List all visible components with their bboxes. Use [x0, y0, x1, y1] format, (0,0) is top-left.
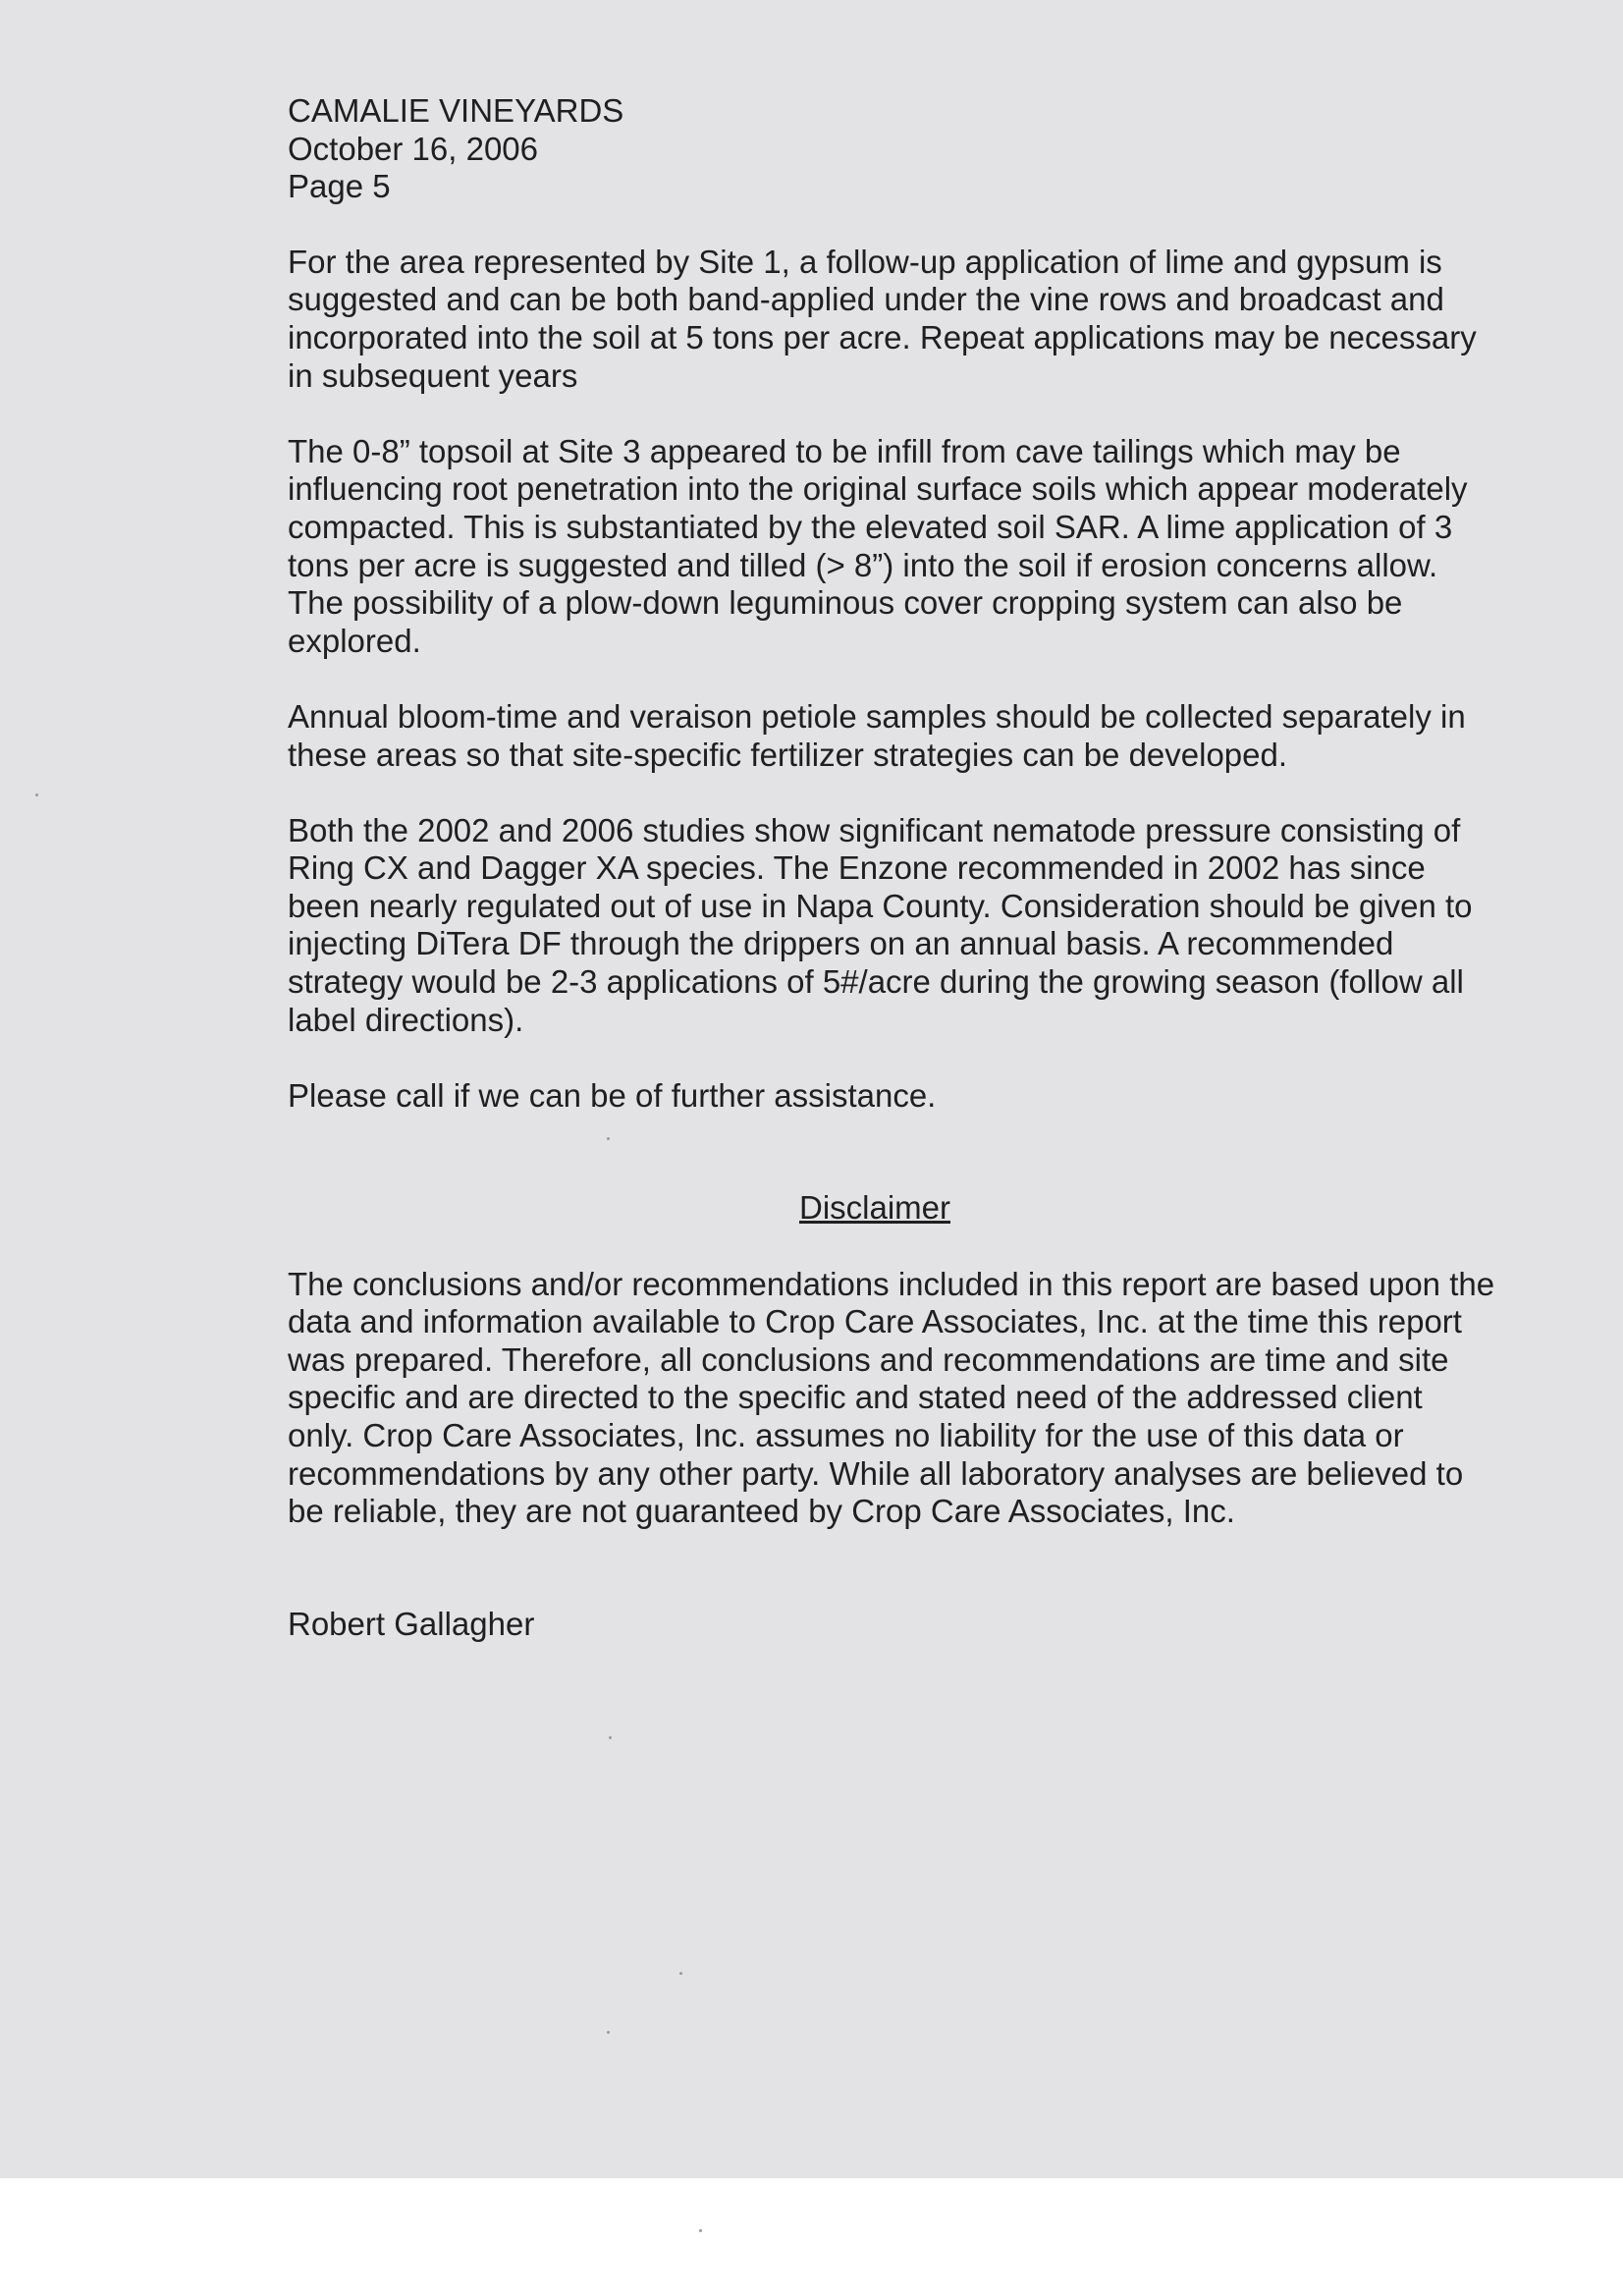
- letter-header: [288, 92, 1495, 206]
- page-number: Page 5: [288, 168, 391, 205]
- scan-speck: [35, 793, 38, 796]
- letter-date: October 16, 2006: [288, 130, 539, 167]
- scan-speck: [609, 1736, 612, 1739]
- letter-content: [288, 92, 1495, 1643]
- paragraph-petiole-samples: Annual bloom-time and veraison petiole samples should be collected separately in these areas so that site-specific fertilizer strategies can be developed.: [288, 697, 1466, 773]
- disclaimer-text: The conclusions and/or recommendations included in this report are based upon the data and information available to Crop Care Associates, Inc. at the time this report was prepared. Therefore, all conclusions and recommendations are time and site specific and are directed to the specific and stated need of the addressed client only. Crop Care Associates, Inc. assumes no liability for the use of this data or recommendations by any other party. While all laboratory analyses are believed to be reliable, they are not guaranteed by Crop Care Associates, Inc.: [288, 1265, 1495, 1530]
- paragraph-nematode: Both the 2002 and 2006 studies show significant nematode pressure consisting of Ring CX and Dagger XA species. The Enzone recommended in 2002 has since been nearly regulated out of use in Napa County. Consideration should be given to injecting DiTera DF through the drippers on an annual basis. A recommended strategy would be 2-3 applications of 5#/acre during the growing season (follow all label directions).: [288, 811, 1473, 1038]
- scan-speck: [679, 1972, 682, 1975]
- company-name: CAMALIE VINEYARDS: [288, 92, 624, 129]
- paragraph-site-1: For the area represented by Site 1, a follow-up application of lime and gypsum is suggested and can be both band-applied under the vine rows and broadcast and incorporated into the soil at 5 tons per acre. Repeat applications may be necessary in subsequent years: [288, 243, 1477, 394]
- disclaimer-heading: Disclaimer: [798, 1189, 950, 1227]
- scan-speck: [699, 2229, 702, 2232]
- scan-speck: [607, 2031, 610, 2034]
- scan-speck: [607, 1137, 610, 1140]
- signature-name: Robert Gallagher: [288, 1605, 535, 1642]
- paragraph-closing: Please call if we can be of further assistance.: [288, 1076, 937, 1114]
- paragraph-site-3: The 0-8” topsoil at Site 3 appeared to be infill from cave tailings which may be influencing root penetration into the original surface soils which appear moderately compacted. This is substantiated by the elevated soil SAR. A lime application of 3 tons per acre is suggested and tilled (> 8”) into the soil if erosion concerns allow. The possibility of a plow-down leguminous cover cropping system can also be explored.: [288, 432, 1468, 659]
